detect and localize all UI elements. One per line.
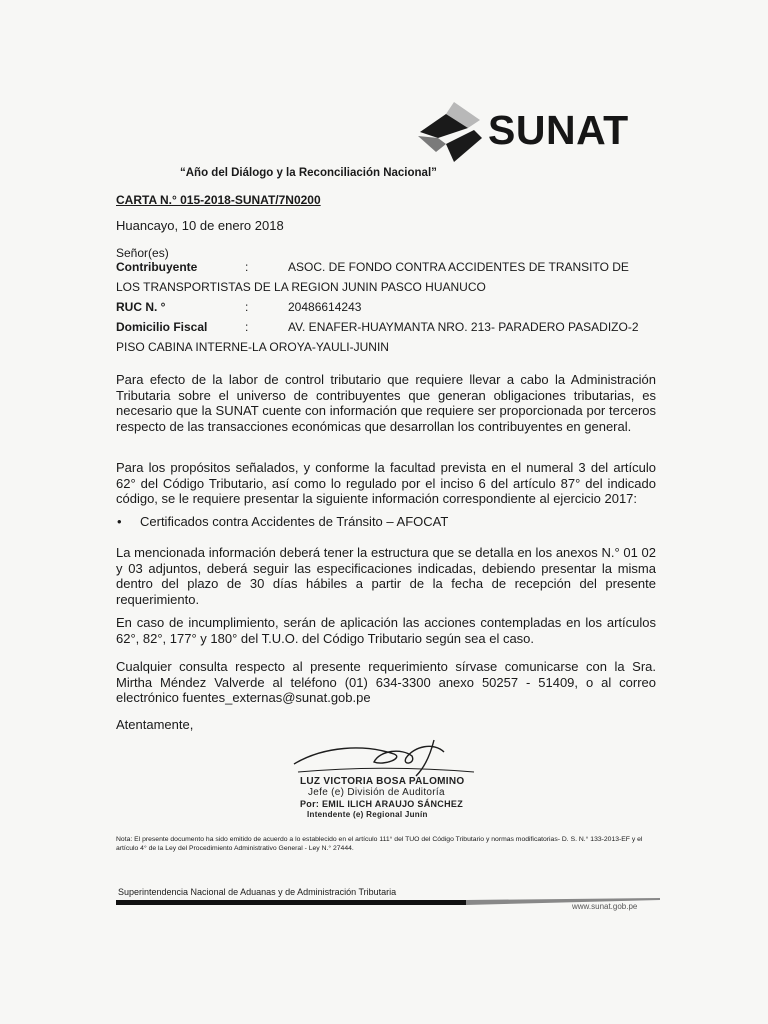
legal-note: Nota: El presente documento ha sido emitido de acuerdo a lo establecido en el artículo 111° del TUO del Código Tributario y normas modificatorias- D. S. N.° 133-2013-EF y el artículo 4° de la Ley del Procedimiento Administrativo General - Ley N.° 27444. — [116, 836, 643, 852]
footer-website: www.sunat.gob.pe — [572, 902, 638, 911]
year-motto: “Año del Diálogo y la Reconciliación Nacional” — [180, 167, 437, 179]
ruc-value: 20486614243 — [288, 300, 362, 314]
taxpayer-value: ASOC. DE FONDO CONTRA ACCIDENTES DE TRANSITO DE — [288, 260, 629, 274]
salutation: Señor(es) — [116, 246, 169, 260]
colon: : — [245, 260, 249, 274]
paragraph-1: Para efecto de la labor de control tributario que requiere llevar a cabo la Administración Tributaria sobre el universo de contribuyentes que generan obligaciones tributarias, es necesario que la SUNAT cuente con información que requiere ser proporcionada por terceros respecto de las transacciones económicas que desarrollan los contribuyentes en general. — [116, 372, 656, 434]
address-value-cont: PISO CABINA INTERNE-LA OROYA-YAULI-JUNIN — [116, 340, 389, 354]
address-value: AV. ENAFER-HUAYMANTA NRO. 213- PARADERO PASADIZO-2 — [288, 320, 639, 334]
ruc-label: RUC N. ° — [116, 300, 166, 314]
bullet-symbol: • — [117, 514, 122, 529]
taxpayer-label: Contribuyente — [116, 260, 198, 274]
taxpayer-value-cont: LOS TRANSPORTISTAS DE LA REGION JUNIN PASCO HUANUCO — [116, 280, 486, 294]
paragraph-5: Cualquier consulta respecto al presente requerimiento sírvase comunicarse con la Sra. Mirtha Méndez Valverde al teléfono (01) 634-3300 anexo 50257 - 51409, o al correo electrónico fuentes_externas@sunat.gob.pe — [116, 659, 656, 705]
stamp-office: Intendente (e) Regional Junín — [307, 810, 428, 819]
letter-number: CARTA N.° 015-2018-SUNAT/7N0200 — [116, 193, 321, 207]
closing: Atentamente, — [116, 717, 194, 732]
paragraph-2: Para los propósitos señalados, y conforme la facultad prevista en el numeral 3 del artículo 62° del Código Tributario, así como lo regulado por el inciso 6 del artículo 87° del indicado código, se le requiere presentar la siguiente información correspondiente al ejercicio 2017: — [116, 460, 656, 506]
place-date: Huancayo, 10 de enero 2018 — [116, 218, 284, 233]
address-label: Domicilio Fiscal — [116, 320, 208, 334]
paragraph-3: La mencionada información deberá tener la estructura que se detalla en los anexos N.° 01 02 y 03 adjuntos, deberá seguir las especificaciones indicadas, debiendo presentar la misma dentro del plazo de 30 días hábiles a partir de la fecha de recepción del presente requerimiento. — [116, 545, 656, 607]
logo-wordmark: SUNAT — [488, 107, 629, 153]
stamp-by: Por: EMIL ILICH ARAUJO SÁNCHEZ — [300, 799, 464, 809]
stamp-title: Jefe (e) División de Auditoría — [308, 787, 445, 798]
colon: : — [245, 300, 249, 314]
bullet-item: Certificados contra Accidentes de Tránsito – AFOCAT — [140, 514, 449, 529]
footer-organization: Superintendencia Nacional de Aduanas y de Administración Tributaria — [118, 887, 397, 897]
paragraph-4: En caso de incumplimiento, serán de aplicación las acciones contempladas en los artículos 62°, 82°, 177° y 180° del T.U.O. del Código Tributario según sea el caso. — [116, 615, 656, 646]
stamp-name: LUZ VICTORIA BOSA PALOMINO — [300, 776, 465, 787]
colon: : — [245, 320, 249, 334]
